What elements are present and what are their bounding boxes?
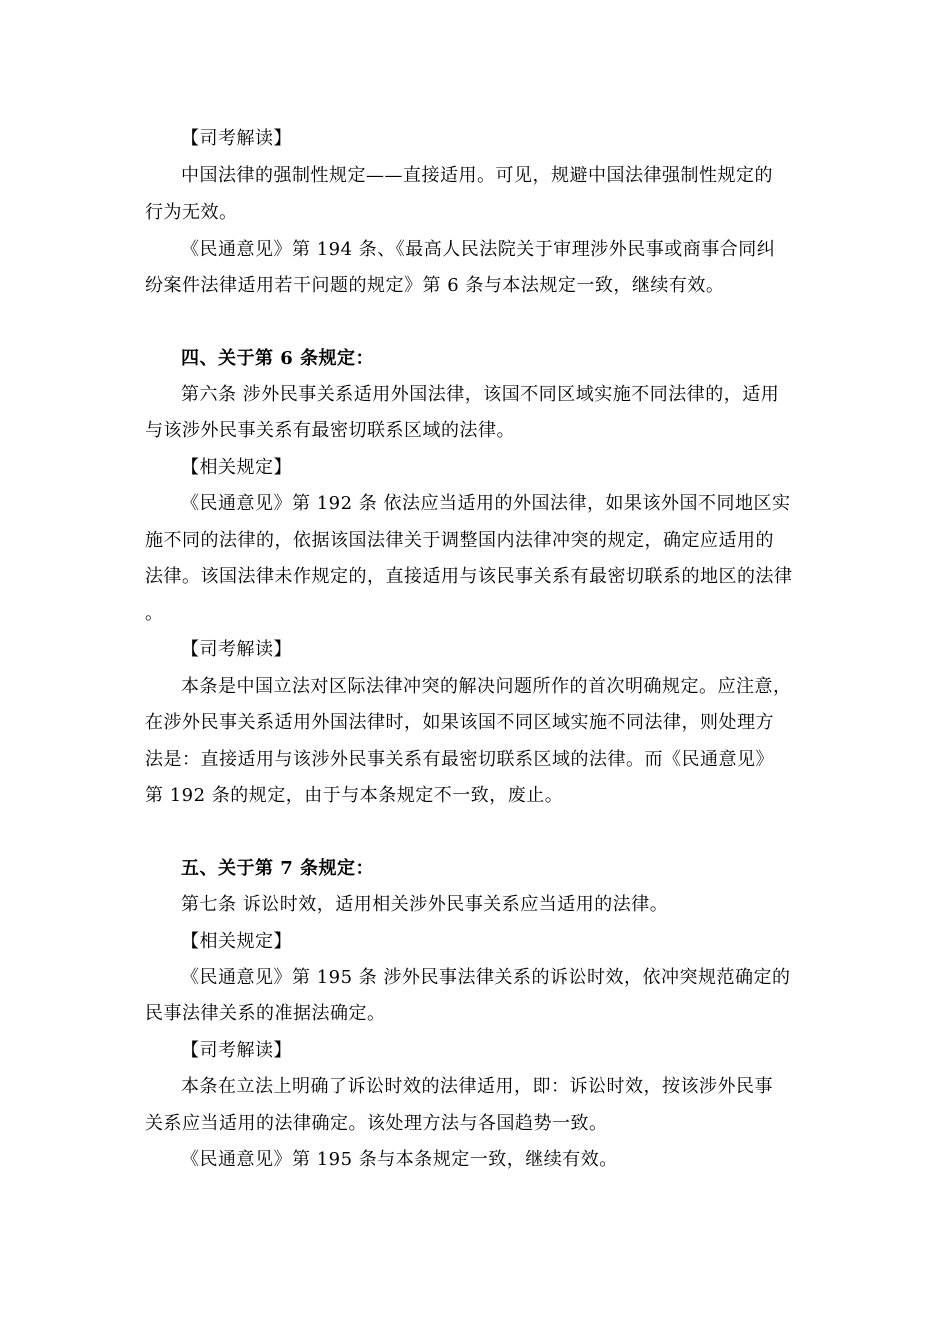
section-heading-related-rules: 【相关规定】 <box>181 931 292 952</box>
paragraph-line: 与该涉外民事关系有最密切联系区域的法律。 <box>145 420 515 441</box>
paragraph-line: 行为无效。 <box>145 202 238 223</box>
paragraph-line: 施不同的法律的，依据该国法律关于调整国内法律冲突的规定，确定应适用的 <box>145 530 774 551</box>
section-title-article-7: 五、关于第 7 条规定： <box>181 858 375 879</box>
paragraph-line: 民事法律关系的准据法确定。 <box>145 1003 386 1024</box>
section-title-article-6: 四、关于第 6 条规定： <box>181 348 375 369</box>
paragraph-line: 本条是中国立法对区际法律冲突的解决问题所作的首次明确规定。应注意， <box>181 676 792 697</box>
paragraph-line: 法律。该国法律未作规定的，直接适用与该民事关系有最密切联系的地区的法律 <box>145 566 793 587</box>
paragraph-line: 《民通意见》第 194 条、《最高人民法院关于审理涉外民事或商事合同纠 <box>181 239 776 260</box>
paragraph-line: 本条在立法上明确了诉讼时效的法律适用，即：诉讼时效，按该涉外民事 <box>181 1076 773 1097</box>
section-heading-sikao-jiedu: 【司考解读】 <box>181 639 292 660</box>
section-heading-related-rules: 【相关规定】 <box>181 457 292 478</box>
paragraph-line: 第六条 涉外民事关系适用外国法律，该国不同区域实施不同法律的，适用 <box>181 384 780 405</box>
paragraph-line: 《民通意见》第 195 条 涉外民事法律关系的诉讼时效，依冲突规范确定的 <box>181 967 791 988</box>
section-heading-sikao-jiedu: 【司考解读】 <box>181 1040 292 1061</box>
paragraph-line: 。 <box>145 603 164 624</box>
paragraph-line: 法是：直接适用与该涉外民事关系有最密切联系区域的法律。而《民通意见》 <box>145 749 774 770</box>
paragraph-line: 第 192 条的规定，由于与本条规定不一致，废止。 <box>145 785 564 806</box>
paragraph-line: 《民通意见》第 192 条 依法应当适用的外国法律，如果该外国不同地区实 <box>181 493 791 514</box>
paragraph-line: 关系应当适用的法律确定。该处理方法与各国趋势一致。 <box>145 1113 608 1134</box>
paragraph-line: 在涉外民事关系适用外国法律时，如果该国不同区域实施不同法律，则处理方 <box>145 712 774 733</box>
section-heading-sikao-jiedu: 【司考解读】 <box>181 128 292 149</box>
paragraph-line: 《民通意见》第 195 条与本条规定一致，继续有效。 <box>181 1149 618 1170</box>
paragraph-line: 第七条 诉讼时效，适用相关涉外民事关系应当适用的法律。 <box>181 894 669 915</box>
paragraph-line: 纷案件法律适用若干问题的规定》第 6 条与本法规定一致，继续有效。 <box>145 275 725 296</box>
paragraph-line: 中国法律的强制性规定——直接适用。可见，规避中国法律强制性规定的 <box>181 165 773 186</box>
